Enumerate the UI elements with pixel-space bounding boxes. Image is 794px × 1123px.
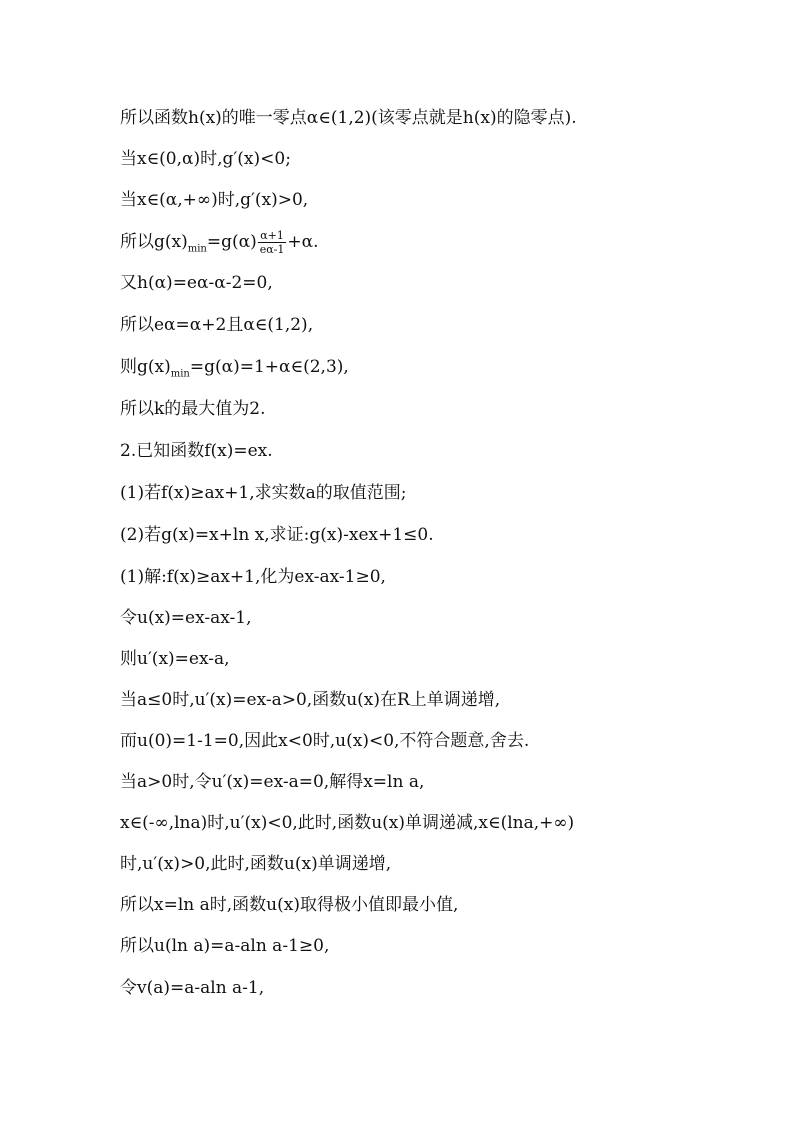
text-segment: =g(α)=1+α∈(2,3), bbox=[189, 357, 349, 377]
text-line: 而u(0)=1-1=0,因此x<0时,u(x)<0,不符合题意,舍去. bbox=[120, 731, 530, 751]
text-line: 所以u(ln a)=a-aln a-1≥0, bbox=[120, 936, 330, 956]
text-line: (1)解:f(x)≥ax+1,化为ex-ax-1≥0, bbox=[120, 567, 386, 587]
text-line: (2)若g(x)=x+ln x,求证:g(x)-xex+1≤0. bbox=[120, 525, 434, 545]
text-line: 令u(x)=ex-ax-1, bbox=[120, 608, 252, 628]
text-line: x∈(-∞,lna)时,u′(x)<0,此时,函数u(x)单调递减,x∈(lna,+∞) bbox=[120, 813, 575, 833]
text-line: 所以x=ln a时,函数u(x)取得极小值即最小值, bbox=[120, 895, 459, 915]
text-segment: 所以g(x) bbox=[120, 232, 188, 252]
text-line: 则u′(x)=ex-a, bbox=[120, 649, 230, 669]
text-segment: +α. bbox=[287, 232, 319, 252]
fraction bbox=[258, 230, 287, 255]
text-line: 令v(a)=a-aln a-1, bbox=[120, 978, 265, 998]
subscript: min bbox=[170, 368, 190, 380]
text-line: 所以eα=α+2且α∈(1,2), bbox=[120, 315, 314, 335]
formula-line bbox=[120, 230, 734, 260]
text-line: 时,u′(x)>0,此时,函数u(x)单调递增, bbox=[120, 854, 392, 874]
text-line: 当x∈(α,+∞)时,g′(x)>0, bbox=[120, 190, 309, 210]
fraction-numerator: α+1 bbox=[258, 230, 287, 243]
text-line: 所以函数h(x)的唯一零点α∈(1,2)(该零点就是h(x)的隐零点). bbox=[120, 108, 577, 128]
text-segment: =g(α) bbox=[206, 232, 257, 252]
text-segment: 则g(x) bbox=[120, 357, 171, 377]
text-line: 当a≤0时,u′(x)=ex-a>0,函数u(x)在R上单调递增, bbox=[120, 690, 501, 710]
formula-line bbox=[120, 356, 734, 385]
text-line: 2.已知函数f(x)=ex. bbox=[120, 441, 273, 461]
text-line: (1)若f(x)≥ax+1,求实数a的取值范围; bbox=[120, 483, 407, 503]
subscript: min bbox=[187, 243, 207, 255]
fraction-denominator: eα-1 bbox=[259, 243, 285, 256]
text-line: 当x∈(0,α)时,g′(x)<0; bbox=[120, 149, 291, 169]
text-line: 又h(α)=eα-α-2=0, bbox=[120, 273, 273, 293]
text-line: 当a>0时,令u′(x)=ex-a=0,解得x=ln a, bbox=[120, 772, 425, 792]
text-line: 所以k的最大值为2. bbox=[120, 399, 266, 419]
